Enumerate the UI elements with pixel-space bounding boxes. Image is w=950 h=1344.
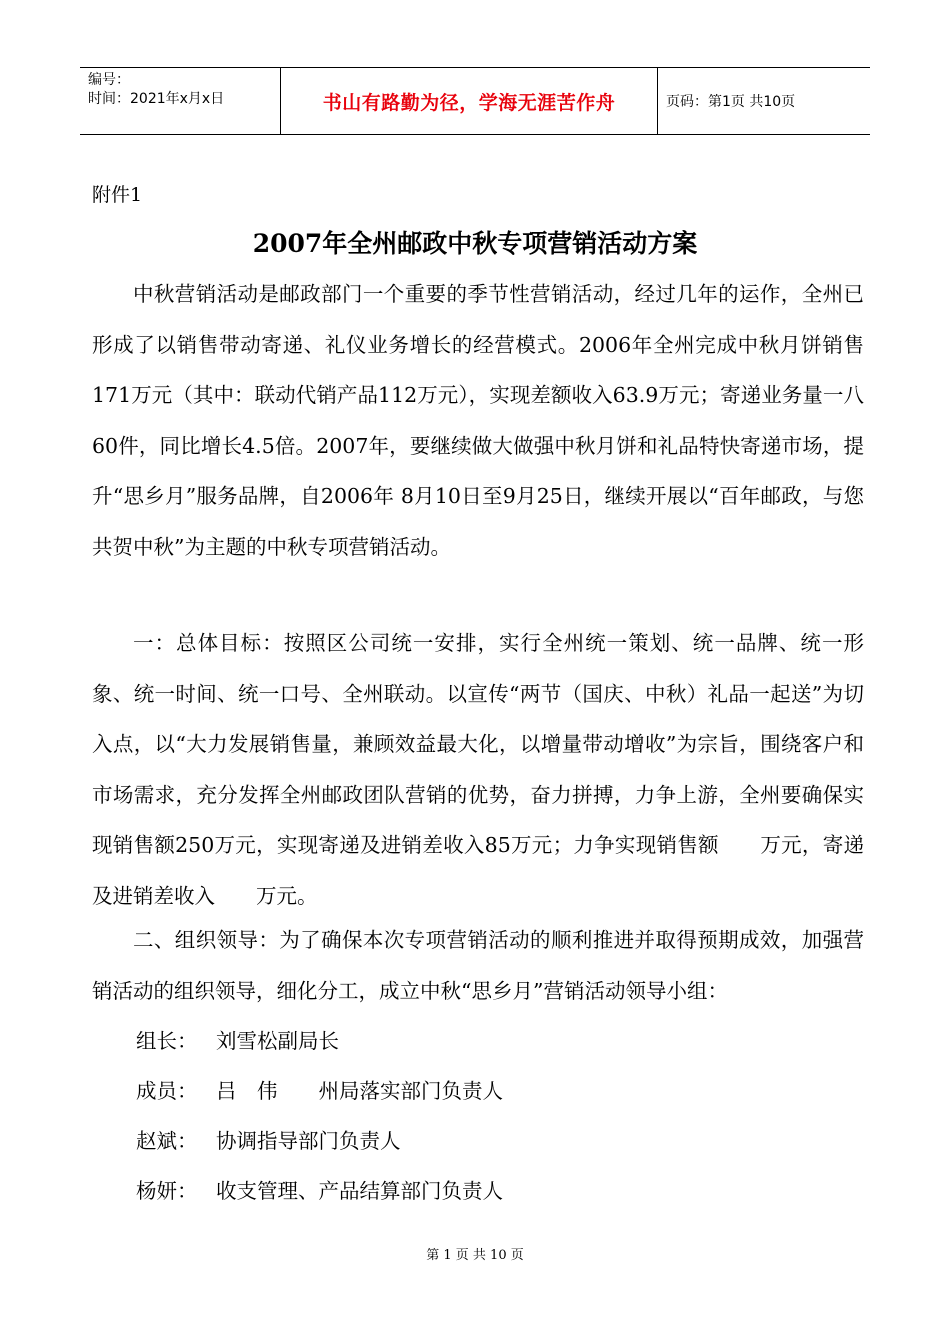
member-role: 组长： bbox=[136, 1029, 198, 1053]
member-row bbox=[136, 1076, 503, 1106]
paragraph-organization: 二、组织领导：为了确保本次专项营销活动的顺利推进并取得预期成效，加强营销活动的组织领导，细化分工，成立中秋“思乡月”营销活动领导小组： bbox=[92, 928, 864, 1003]
member-row bbox=[136, 1176, 503, 1206]
header-page-label: 页码：第1页 共10页 bbox=[666, 94, 796, 110]
attachment-label: 附件1 bbox=[92, 184, 143, 206]
member-detail: 刘雪松副局长 bbox=[216, 1029, 339, 1053]
header-motto: 书山有路勤为径，学海无涯苦作舟 bbox=[280, 68, 658, 134]
header-meta bbox=[80, 68, 280, 134]
member-detail: 收支管理、产品结算部门负责人 bbox=[216, 1179, 503, 1203]
date-label: 时间：2021年x月x日 bbox=[88, 91, 225, 107]
member-row bbox=[136, 1126, 401, 1156]
document-title: 2007年全州邮政中秋专项营销活动方案 bbox=[252, 229, 698, 258]
paragraph-overall-goal: 一：总体目标：按照区公司统一安排，实行全州统一策划、统一品牌、统一形象、统一时间、统一口号、全州联动。以宣传“两节（国庆、中秋）礼品一起送”为切入点，以“大力发展销售量，兼顾效益最大化，以增量带动增收”为宗旨，围绕客户和市场需求，充分发挥全州邮政团队营销的优势，奋力拼搏，力争上游，全州要确保实现销售额250万元，实现寄递及进销差收入85万元；力争实现销售额 万元，寄递及进销差收入 万元。 bbox=[92, 631, 864, 908]
paragraph-intro: 中秋营销活动是邮政部门一个重要的季节性营销活动，经过几年的运作，全州已形成了以销售带动寄递、礼仪业务增长的经营模式。2006年全州完成中秋月饼销售171万元（其中：联动代销产品112万元），实现差额收入63.9万元；寄递业务量一八60件，同比增长4.5倍。2007年，要继续做大做强中秋月饼和礼品特快寄递市场，提升“思乡月”服务品牌，自2006年 8月10日至9月25日，继续开展以“百年邮政，与您共贺中秋”为主题的中秋专项营销活动。 bbox=[92, 282, 864, 559]
page-header bbox=[80, 67, 870, 135]
page-footer: 第 1 页 共 10 页 bbox=[426, 1248, 524, 1263]
member-detail: 吕 伟 州局落实部门负责人 bbox=[216, 1079, 503, 1103]
member-role: 成员： bbox=[136, 1079, 198, 1103]
member-row bbox=[136, 1026, 339, 1056]
member-role: 赵斌： bbox=[136, 1129, 198, 1153]
member-role: 杨妍： bbox=[136, 1179, 198, 1203]
number-label: 编号： bbox=[88, 72, 130, 88]
member-detail: 协调指导部门负责人 bbox=[216, 1129, 401, 1153]
